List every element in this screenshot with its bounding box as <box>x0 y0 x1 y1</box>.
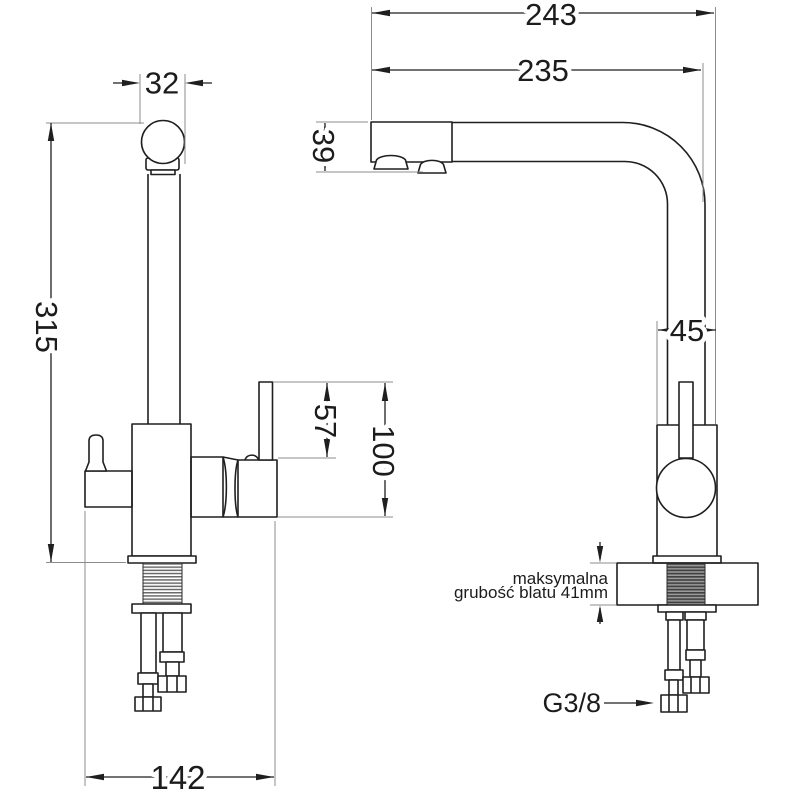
mounting-nut-front <box>132 604 191 613</box>
lever-handle-front <box>86 435 107 471</box>
aerator-outlet-2 <box>418 160 446 173</box>
thread-size-label: G3/8 <box>542 688 601 718</box>
dim-spout-head-height: 39 <box>306 128 341 164</box>
spout-collar-ring <box>151 170 175 175</box>
mounting-washer-side <box>658 605 716 612</box>
arrow-g38-leader <box>636 700 654 706</box>
base-flange-front <box>128 556 196 563</box>
lever-ball-side <box>657 459 716 518</box>
spout-knob-front <box>142 121 185 164</box>
spout-arm-lines <box>452 123 625 162</box>
front-view <box>85 121 277 712</box>
dim-column-width: 45 <box>669 313 705 348</box>
spout-inner-curve <box>625 162 668 426</box>
dim-side-outlet-top: 57 <box>308 403 343 439</box>
side-view <box>371 122 758 712</box>
supply-stud-left-front <box>135 613 161 711</box>
supply-stud-right-front <box>158 613 186 692</box>
side-outlet-waist <box>223 457 238 517</box>
faucet-body-front <box>132 424 191 556</box>
arrow-slab-top <box>597 546 603 563</box>
dim-spout-reach: 235 <box>517 53 569 88</box>
dim-side-outlet-height: 100 <box>366 425 401 477</box>
dim-total-depth: 243 <box>525 0 577 32</box>
arrow-32-right <box>185 80 203 86</box>
lever-handle-side <box>679 382 693 458</box>
spout-column-front <box>148 174 180 424</box>
side-outlet-arm <box>191 457 223 517</box>
supply-stud-left-side <box>661 612 687 712</box>
arrow-slab-bottom <box>597 606 603 623</box>
dim-total-height: 315 <box>29 301 64 353</box>
side-outlet-pipe <box>259 382 273 460</box>
base-flange-side <box>653 556 721 563</box>
aerator-outlet-1 <box>374 156 408 170</box>
spout-outer-curve <box>623 123 705 426</box>
mounting-thread-front <box>143 563 182 604</box>
dim-knob-width: 32 <box>144 65 180 101</box>
dim-base-span: 142 <box>150 759 206 796</box>
dimension-labels <box>29 0 704 796</box>
mounting-thread-side <box>667 564 705 606</box>
countertop-note-line1: maksymalna <box>512 569 608 588</box>
supply-stud-right-side <box>683 612 709 693</box>
countertop-note-line2: grubość blatu 41mm <box>453 583 608 602</box>
lever-port <box>85 471 132 507</box>
arrow-32-left <box>122 80 140 86</box>
side-outlet-cylinder <box>238 460 277 517</box>
